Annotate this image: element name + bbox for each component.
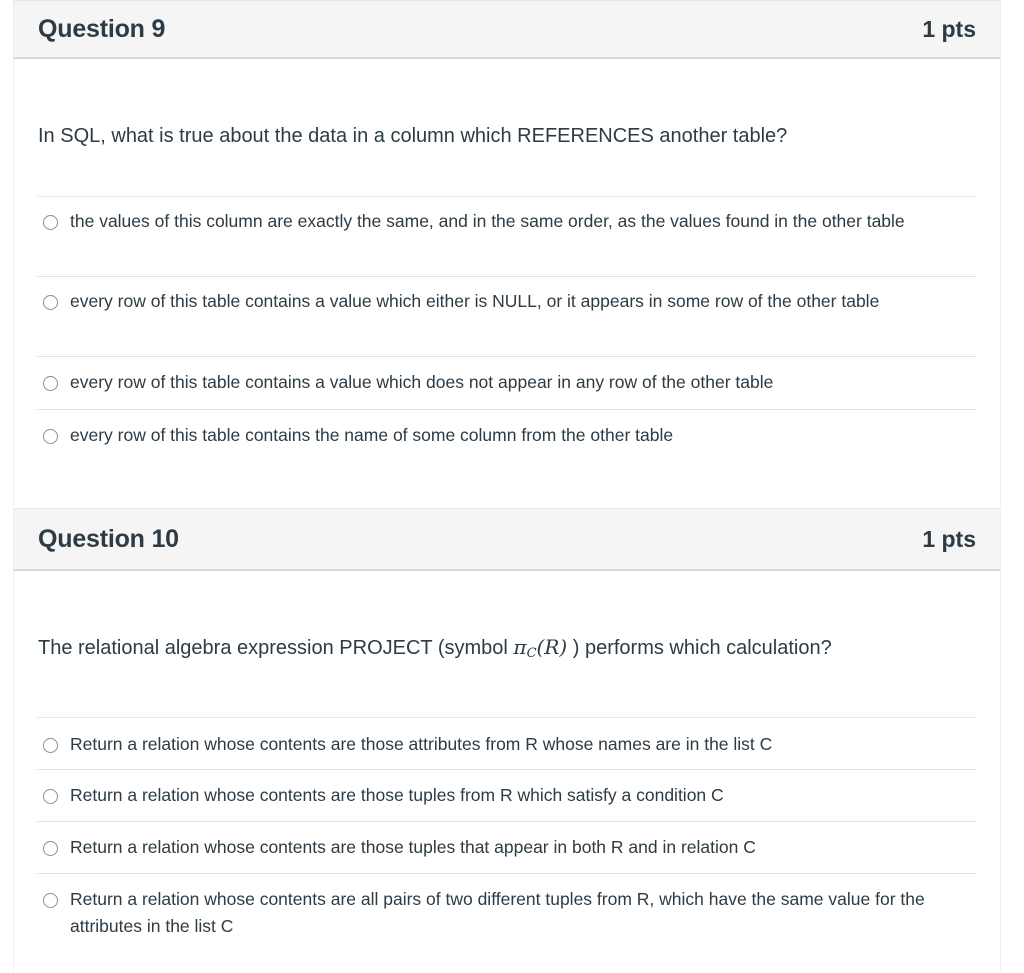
radio-button[interactable] — [43, 376, 58, 391]
answer-option[interactable] — [37, 874, 976, 954]
question-10 — [13, 508, 1001, 971]
question-9 — [13, 0, 1001, 506]
answer-list — [37, 196, 976, 463]
radio-button[interactable] — [43, 295, 58, 310]
answer-label: Return a relation whose contents are those attributes from R whose names are in the list C — [70, 734, 773, 754]
answer-label: every row of this table contains a value which either is NULL, or it appears in some row of the other table — [70, 291, 880, 311]
question-text: In SQL, what is true about the data in a column which REFERENCES another table? — [38, 125, 788, 147]
answer-option[interactable] — [37, 718, 976, 770]
answer-label: every row of this table contains the name of some column from the other table — [70, 425, 674, 445]
math-subscript: C — [526, 646, 537, 661]
math-symbol: π — [513, 635, 527, 659]
radio-button[interactable] — [43, 841, 58, 856]
question-points: 1 pts — [922, 525, 976, 552]
answer-list — [37, 717, 976, 954]
question-text-after: ) performs which calculation? — [572, 637, 832, 659]
radio-button[interactable] — [43, 429, 58, 444]
answer-label: Return a relation whose contents are those tuples that appear in both R and in relation C — [70, 837, 756, 857]
answer-label: every row of this table contains a value which does not appear in any row of the other table — [70, 372, 774, 392]
answer-label: the values of this column are exactly the same, and in the same order, as the values found in the other table — [70, 211, 905, 231]
answer-option[interactable] — [37, 770, 976, 822]
answer-option[interactable] — [37, 197, 976, 277]
question-title: Question 10 — [38, 524, 179, 553]
question-text-before: The relational algebra expression PROJECT (symbol — [38, 637, 508, 659]
question-points: 1 pts — [922, 15, 976, 42]
project-math-expression — [513, 635, 567, 659]
answer-option[interactable] — [37, 410, 976, 463]
answer-label: Return a relation whose contents are those tuples from R which satisfy a condition C — [70, 785, 724, 805]
radio-button[interactable] — [43, 738, 58, 753]
answer-option[interactable] — [37, 357, 976, 410]
radio-button[interactable] — [43, 215, 58, 230]
answer-option[interactable] — [37, 822, 976, 874]
question-header — [14, 0, 1000, 59]
question-header — [14, 508, 1000, 571]
question-title: Question 9 — [38, 14, 166, 43]
radio-button[interactable] — [43, 789, 58, 804]
answer-option[interactable] — [37, 277, 976, 357]
question-text — [14, 635, 1000, 717]
math-argument: (R) — [536, 635, 568, 659]
answer-label: Return a relation whose contents are all pairs of two different tuples from R, which have the same value for the attributes in the list C — [70, 889, 925, 936]
radio-button[interactable] — [43, 893, 58, 908]
